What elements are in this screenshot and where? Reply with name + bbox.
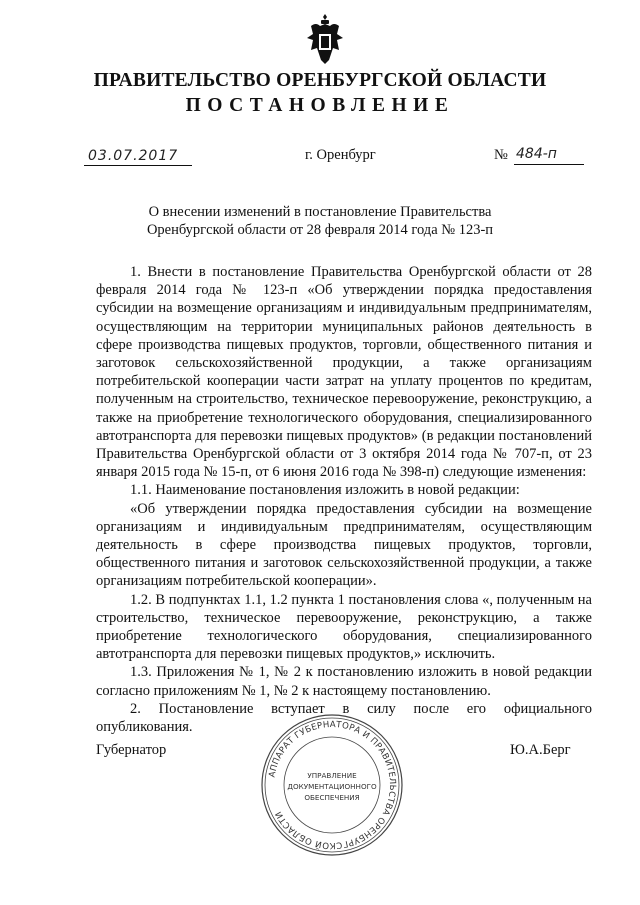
document-city: г. Оренбург [305,147,376,163]
document-date: 03.07.2017 [88,148,179,164]
paragraph-1-1-text: «Об утверждении порядка предоставления субсидии на возмещение организациям и индивидуальным предпринимателям, осуществляющим деятельность в сфере производства пищевых продуктов, торговли, общественного питания и заготовок сельскохозяйственной продукции, а также организациям потребительской кооперации». [96,500,592,590]
subject-line-1: О внесении изменений в постановление Правительства [148,204,492,220]
stamp-center-line-2: ДОКУМЕНТАЦИОННОГО [287,782,377,791]
signatory-position: Губернатор [96,742,167,758]
coat-of-arms-emblem [307,14,343,66]
official-stamp [259,712,405,858]
document-subject [0,203,640,239]
paragraph-2: 2. Постановление вступает в силу после его официального опубликования. [96,700,592,736]
date-underline [84,165,192,166]
document-number-label: № [494,147,508,163]
document-type-title: ПОСТАНОВЛЕНИЕ [185,95,455,116]
paragraph-1-1: 1.1. Наименование постановления изложить в новой редакции: [130,482,520,499]
stamp-ring-text: АППАРАТ ГУБЕРНАТОРА И ПРАВИТЕЛЬСТВА ОРЕНБУРГСКОЙ ОБЛАСТИ [267,719,398,851]
paragraph-1-2: 1.2. В подпунктах 1.1, 1.2 пункта 1 постановления слова «, полученным на строительство, техническое перевооружение, реконструкцию, а также приобретение технологического оборудования, специализированного автотранспорта для перевозки пищевых продуктов,» исключить. [96,591,592,663]
subject-line-2: Оренбургской области от 28 февраля 2014 года № 123-п [146,222,494,238]
stamp-center-line-1: УПРАВЛЕНИЕ [307,771,357,780]
paragraph-1: 1. Внести в постановление Правительства Оренбургской области от 28 февраля 2014 года № 123-п «Об утверждении порядка предоставления субсидии на возмещение организациям и индивидуальным предпринимателям, осуществляющим на территории муниципальных районов деятельность в сфере производства пищевых продуктов, торговли, общественного питания и заготовок сельскохозяйственной продукции, а также организациям потребительской кооперации части затрат на уплату процентов по кредитам, полученным на строительство, техническое перевооружение, реконструкцию, а также на приобретение технологического оборудования, специализированного автотранспорта для перевозки пищевых продуктов» (в редакции постановлений Правительства Оренбургской области от 3 октября 2014 года № 707-п, от 23 января 2015 года № 15-п, от 6 июня 2016 года № 398-п) следующие изменения: [96,264,592,481]
document-body [96,263,592,736]
stamp-center-line-3: ОБЕСПЕЧЕНИЯ [304,793,360,802]
organization-title: ПРАВИТЕЛЬСТВО ОРЕНБУРГСКОЙ ОБЛАСТИ [93,70,547,91]
signatory-name: Ю.А.Берг [510,742,571,758]
number-underline [514,164,584,165]
paragraph-1-3: 1.3. Приложения № 1, № 2 к постановлению изложить в новой редакции согласно приложениям № 1, № 2 к настоящему постановлению. [96,664,592,699]
document-number: 484-п [516,146,557,162]
